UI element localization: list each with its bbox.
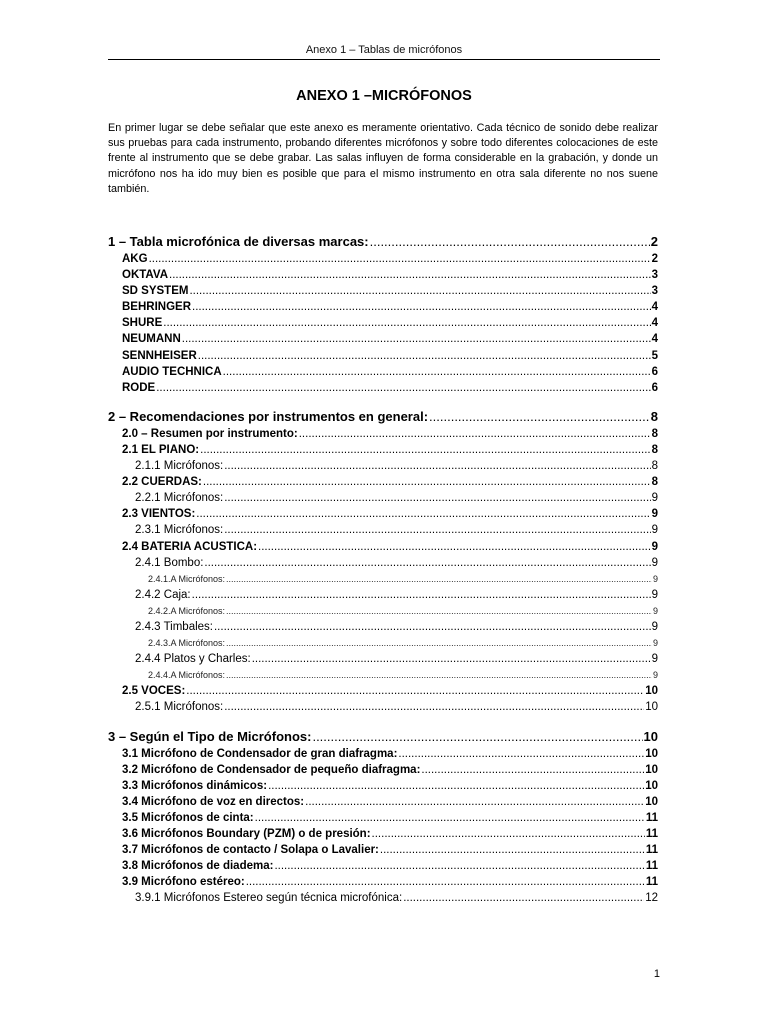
toc-leader — [421, 762, 644, 778]
toc-label: SENNHEISER — [122, 349, 197, 362]
toc-entry[interactable] — [108, 746, 658, 762]
toc-leader — [156, 380, 650, 396]
toc-page: 9 — [651, 508, 658, 521]
toc-label: 2.4.1 Bombo: — [135, 556, 204, 569]
toc-page: 10 — [645, 795, 658, 808]
toc-page: 8 — [651, 476, 658, 489]
toc-label: AKG — [122, 253, 148, 265]
toc-entry[interactable] — [108, 699, 658, 715]
toc-page: 10 — [645, 747, 658, 760]
toc-label: 3 – Según el Tipo de Micrófonos: — [108, 728, 312, 744]
toc-entry[interactable] — [108, 380, 658, 396]
toc-entry[interactable] — [108, 794, 658, 810]
toc-label: 2.2.1 Micrófonos: — [135, 492, 224, 505]
toc-leader — [252, 651, 651, 667]
toc-label: 2.1 EL PIANO: — [122, 443, 200, 456]
toc-label: 2.0 – Resumen por instrumento: — [122, 427, 298, 440]
toc-entry[interactable] — [108, 315, 658, 331]
toc-label: 2.4.4 Platos y Charles: — [135, 653, 251, 666]
toc-leader — [246, 874, 645, 890]
toc-page: 6 — [651, 365, 658, 378]
toc-label: 2.1.1 Micrófonos: — [135, 460, 224, 473]
toc-entry[interactable] — [108, 555, 658, 571]
toc-label: OKTAVA — [122, 269, 168, 282]
toc-leader — [258, 539, 651, 555]
toc-page: 6 — [651, 381, 658, 394]
toc-leader — [203, 474, 651, 490]
toc-page: 11 — [645, 844, 658, 857]
toc-leader — [192, 299, 651, 315]
toc-entry[interactable] — [108, 890, 658, 906]
toc-leader — [224, 522, 650, 538]
page-number: 1 — [653, 968, 660, 980]
toc-entry[interactable] — [108, 522, 658, 538]
toc-leader — [163, 315, 650, 331]
toc-leader — [186, 683, 644, 699]
running-header: Anexo 1 – Tablas de micrófonos — [305, 44, 463, 56]
toc-entry[interactable] — [108, 251, 658, 267]
toc-label: 2 – Recomendaciones por instrumentos en general: — [108, 408, 429, 424]
toc-entry[interactable] — [108, 762, 658, 778]
toc-leader — [192, 587, 651, 603]
toc-label: 2.5 VOCES: — [122, 685, 186, 698]
toc-entry[interactable] — [108, 874, 658, 890]
toc-label: 2.4.2.A Micrófonos: — [148, 605, 226, 616]
toc-entry[interactable] — [108, 458, 658, 474]
toc-leader — [169, 267, 651, 283]
toc-page: 11 — [645, 860, 658, 873]
toc-entry[interactable] — [108, 364, 658, 380]
toc-page: 10 — [645, 685, 658, 698]
toc-label: 3.9 Micrófono estéreo: — [122, 876, 245, 889]
toc-label: 3.2 Micrófono de Condensador de pequeño diafragma: — [122, 763, 421, 776]
toc-leader — [268, 778, 644, 794]
toc-page: 4 — [651, 301, 658, 314]
toc-label: 3.4 Micrófono de voz en directos: — [122, 795, 305, 808]
toc-entry[interactable] — [108, 539, 658, 555]
toc-page: 9 — [651, 588, 658, 601]
intro-paragraph: En primer lugar se debe señalar que este anexo es meramente orientativo. Cada técnico de sonido debe realizar sus pruebas para cada instrumento, probando diferentes micrófonos y sobre todo diferentes colocaciones de este frente al instrumento que se debe grabar. Las salas influyen de forma considerable en la grabación, y donde un micrófono nos ha ido muy bien es posible que para el mismo instrumento en otra sala diferente no nos suene también. — [108, 122, 658, 195]
toc-leader — [372, 826, 645, 842]
toc-leader — [198, 348, 651, 364]
toc-entry[interactable] — [108, 587, 658, 603]
toc-page: 3 — [651, 285, 658, 298]
toc-page: 9 — [651, 620, 658, 633]
toc-label: 2.3 VIENTOS: — [122, 508, 196, 521]
toc-entry[interactable] — [108, 810, 658, 826]
toc-label: 2.4.1.A Micrófonos: — [148, 573, 226, 584]
toc-label: 3.7 Micrófonos de contacto / Solapa o Lavalier: — [122, 844, 379, 857]
toc-leader — [370, 232, 650, 251]
toc-label: 2.4.2 Caja: — [135, 588, 191, 601]
toc-page: 10 — [645, 763, 658, 776]
toc-page: 9 — [651, 524, 658, 537]
toc-leader — [429, 407, 650, 426]
toc-leader — [312, 727, 642, 746]
toc-label: SHURE — [122, 317, 163, 330]
toc-entry[interactable] — [108, 619, 658, 635]
toc-entry[interactable] — [108, 603, 658, 619]
toc-entry[interactable] — [108, 442, 658, 458]
toc-leader — [226, 635, 652, 651]
toc-leader — [398, 746, 644, 762]
toc-leader — [224, 458, 650, 474]
toc-entry[interactable] — [108, 299, 658, 315]
toc-leader — [224, 699, 644, 715]
toc-leader — [226, 603, 652, 619]
toc-label: NEUMANN — [122, 333, 181, 346]
toc-page: 9 — [652, 638, 658, 649]
toc-label: 2.4.3 Timbales: — [135, 620, 213, 633]
toc-page: 8 — [651, 427, 658, 440]
toc-label: 3.6 Micrófonos Boundary (PZM) o de presión: — [122, 828, 371, 840]
toc-label: 3.9.1 Micrófonos Estereo según técnica microfónica: — [135, 892, 403, 905]
toc-label: BEHRINGER — [122, 301, 192, 314]
toc-entry[interactable] — [108, 727, 658, 746]
toc-page: 10 — [645, 779, 658, 792]
toc-entry[interactable] — [108, 667, 658, 683]
toc-entry[interactable] — [108, 842, 658, 858]
toc-page: 3 — [651, 269, 658, 282]
toc-entry[interactable] — [108, 283, 658, 299]
toc-leader — [226, 667, 652, 683]
toc-page: 11 — [645, 811, 658, 824]
toc-entry[interactable] — [108, 426, 658, 442]
toc-label: RODE — [122, 381, 156, 394]
toc-entry[interactable] — [108, 683, 658, 699]
toc-entry[interactable] — [108, 778, 658, 794]
toc-label: 3.3 Micrófonos dinámicos: — [122, 779, 268, 792]
toc-page: 9 — [651, 540, 658, 553]
toc-label: 3.5 Micrófonos de cinta: — [122, 811, 254, 824]
toc-entry[interactable] — [108, 474, 658, 490]
toc-label: 2.5.1 Micrófonos: — [135, 701, 224, 714]
toc-entry[interactable] — [108, 571, 658, 587]
toc-leader — [226, 571, 652, 587]
toc-label: 2.4.3.A Micrófonos: — [148, 638, 226, 649]
page-title: ANEXO 1 –MICRÓFONOS — [296, 88, 472, 104]
toc-entry[interactable] — [108, 635, 658, 651]
toc-leader — [255, 810, 645, 826]
toc-leader — [214, 619, 651, 635]
toc-page: 4 — [651, 333, 658, 346]
toc-entry[interactable] — [108, 858, 658, 874]
toc-entry[interactable] — [108, 407, 658, 426]
toc-leader — [403, 890, 644, 906]
toc-label: AUDIO TECHNICA — [122, 365, 222, 378]
toc-leader — [224, 490, 650, 506]
toc-leader — [305, 794, 644, 810]
toc-leader — [274, 858, 644, 874]
toc-label: 1 – Tabla microfónica de diversas marcas: — [108, 234, 369, 249]
toc-entry[interactable] — [108, 331, 658, 347]
toc-page: 10 — [643, 728, 658, 744]
toc-page: 12 — [645, 892, 658, 905]
toc-page: 10 — [645, 701, 658, 714]
toc-label: 3.1 Micrófono de Condensador de gran diafragma: — [122, 747, 398, 760]
toc-page: 9 — [652, 573, 658, 584]
toc-page: 2 — [651, 253, 658, 265]
toc-page: 8 — [651, 460, 658, 473]
toc-label: SD SYSTEM — [122, 285, 189, 298]
toc-leader — [200, 442, 650, 458]
toc-label: 2.3.1 Micrófonos: — [135, 524, 224, 537]
toc-page: 9 — [651, 653, 658, 666]
toc-page: 11 — [645, 876, 658, 889]
toc-page: 2 — [650, 234, 658, 249]
header-rule — [108, 59, 660, 60]
toc-entry[interactable] — [108, 348, 658, 364]
toc-leader — [149, 251, 651, 267]
toc-page: 9 — [651, 492, 658, 505]
toc-entry[interactable] — [108, 651, 658, 667]
table-of-contents — [108, 232, 658, 906]
toc-label: 2.4.4.A Micrófonos: — [148, 670, 226, 681]
toc-leader — [182, 331, 651, 347]
toc-leader — [299, 426, 651, 442]
toc-label: 3.8 Micrófonos de diadema: — [122, 860, 274, 873]
toc-label: 2.4 BATERIA ACUSTICA: — [122, 540, 258, 553]
toc-entry[interactable] — [108, 490, 658, 506]
toc-page: 4 — [651, 317, 658, 330]
toc-page: 11 — [645, 828, 658, 840]
toc-leader — [223, 364, 651, 380]
toc-leader — [196, 506, 650, 522]
toc-page: 8 — [650, 408, 658, 424]
toc-entry[interactable] — [108, 506, 658, 522]
toc-label: 2.2 CUERDAS: — [122, 476, 202, 489]
toc-page: 8 — [651, 443, 658, 456]
toc-page: 9 — [651, 556, 658, 569]
toc-entry[interactable] — [108, 826, 658, 842]
toc-page: 9 — [652, 605, 658, 616]
toc-leader — [204, 555, 650, 571]
toc-leader — [189, 283, 650, 299]
toc-leader — [380, 842, 645, 858]
toc-page: 5 — [651, 349, 658, 362]
toc-entry[interactable] — [108, 232, 658, 251]
toc-entry[interactable] — [108, 267, 658, 283]
toc-page: 9 — [652, 670, 658, 681]
